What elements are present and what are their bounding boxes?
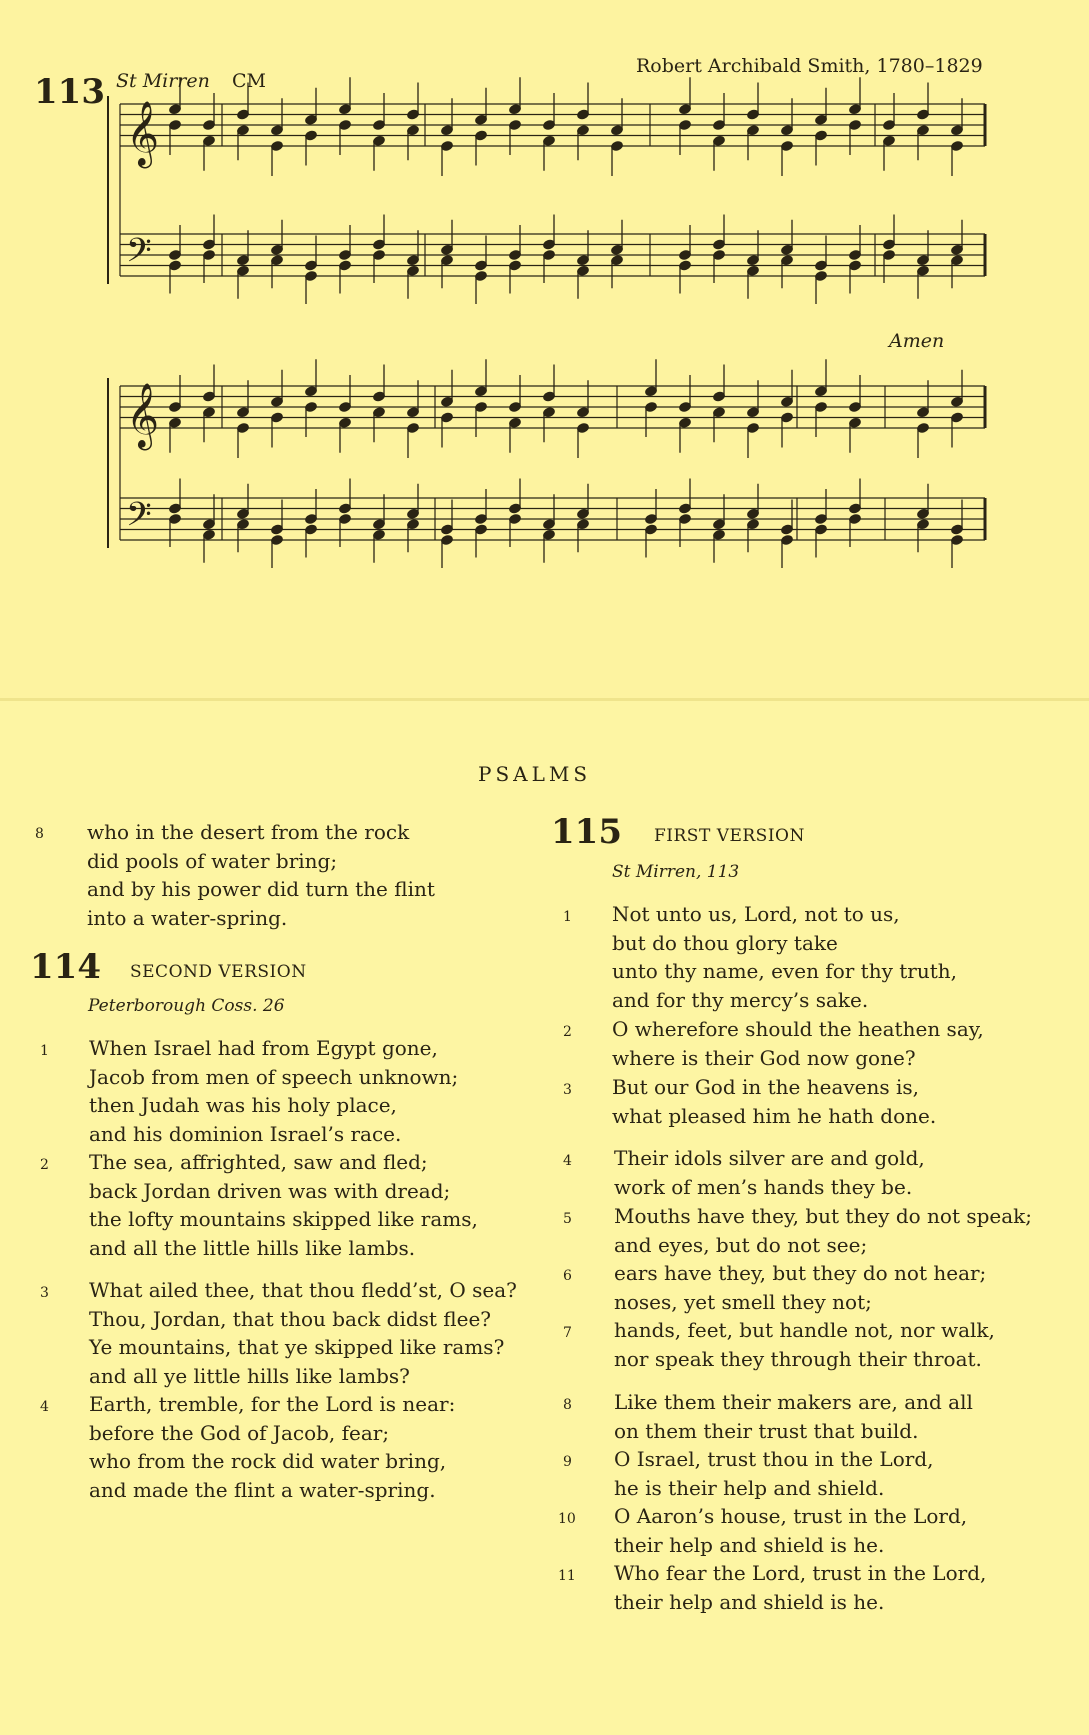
verse-5 <box>614 1202 1032 1259</box>
verse-number: 2 <box>40 1157 49 1173</box>
tune-reference: St Mirren, 113 <box>612 862 740 882</box>
hymn-number-113: 113 <box>34 72 105 112</box>
verse-line: O Aaron’s house, trust in the Lord, <box>614 1504 968 1528</box>
verse-line: work of men’s hands they be. <box>614 1174 913 1199</box>
verse-line: Who fear the Lord, trust in the Lord, <box>614 1561 987 1585</box>
continued-verse <box>87 818 435 932</box>
verse-11 <box>614 1559 986 1616</box>
treble-clef-icon: 𝄞 <box>126 101 160 166</box>
verse-1 <box>612 900 957 1014</box>
verse-number: 2 <box>563 1024 572 1040</box>
verse-number: 11 <box>558 1568 576 1584</box>
verse-number: 10 <box>558 1511 576 1527</box>
verse-line: nor speak they through their throat. <box>614 1346 982 1371</box>
verse-line: into a water-spring. <box>87 905 288 930</box>
verse-line: who from the rock did water bring, <box>89 1449 447 1474</box>
verse-line: where is their God now gone? <box>612 1045 916 1070</box>
tune-reference: Peterborough Coss. 26 <box>88 996 285 1016</box>
version-label: FIRST VERSION <box>654 826 805 846</box>
verse-line: then Judah was his holy place, <box>89 1093 397 1118</box>
verse-line: and all the little hills like lambs. <box>89 1235 416 1260</box>
verse-number: 3 <box>40 1285 49 1301</box>
verse-line: Not unto us, Lord, not to us, <box>612 902 900 926</box>
music-score <box>0 0 1089 700</box>
meter: CM <box>232 70 266 92</box>
verse-4 <box>614 1144 925 1201</box>
bass-clef-icon: 𝄢 <box>126 496 152 542</box>
verse-number: 9 <box>563 1454 572 1470</box>
verse-line: who in the desert from the rock <box>87 820 410 844</box>
verse-4 <box>89 1390 455 1504</box>
verse-line: Jacob from men of speech unknown; <box>89 1064 459 1089</box>
verse-number: 1 <box>563 909 572 925</box>
verse-line: what pleased him he hath done. <box>612 1103 937 1128</box>
verse-line: and all ye little hills like lambs? <box>89 1363 410 1388</box>
verse-line: Earth, tremble, for the Lord is near: <box>89 1392 456 1416</box>
verse-line: O wherefore should the heathen say, <box>612 1017 984 1041</box>
verse-number: 7 <box>563 1325 572 1341</box>
verse-number: 3 <box>563 1082 572 1098</box>
verse-2 <box>89 1148 478 1262</box>
verse-line: What ailed thee, that thou fledd’st, O sea? <box>89 1278 517 1302</box>
verse-7 <box>614 1316 995 1373</box>
verse-number: 6 <box>563 1268 572 1284</box>
hymn-number-114: 114 <box>30 947 101 987</box>
verse-3 <box>89 1276 517 1390</box>
verse-line: on them their trust that build. <box>614 1418 919 1443</box>
verse-line: hands, feet, but handle not, nor walk, <box>614 1318 995 1342</box>
verse-line: did pools of water bring; <box>87 848 338 873</box>
hymn-number-115: 115 <box>551 812 622 852</box>
verse-9 <box>614 1445 933 1502</box>
verse-2 <box>612 1015 984 1072</box>
verse-line: their help and shield is he. <box>614 1589 885 1614</box>
verse-line: Thou, Jordan, that thou back didst flee? <box>89 1306 492 1331</box>
verse-line: and by his power did turn the flint <box>87 877 435 902</box>
verse-3 <box>612 1073 936 1130</box>
verse-line: and for thy mercy’s sake. <box>612 987 869 1012</box>
verse-line: and made the flint a water-spring. <box>89 1477 436 1502</box>
verse-line: their help and shield is he. <box>614 1532 885 1557</box>
verse-line: Mouths have they, but they do not speak; <box>614 1204 1033 1228</box>
bass-clef-icon: 𝄢 <box>126 232 152 278</box>
version-label: SECOND VERSION <box>130 962 307 982</box>
composer-credit: Robert Archibald Smith, 1780–1829 <box>636 55 983 77</box>
verse-line: and eyes, but do not see; <box>614 1232 868 1257</box>
verse-line: Like them their makers are, and all <box>614 1390 973 1414</box>
treble-clef-icon: 𝄞 <box>126 383 160 448</box>
verse-number: 8 <box>35 826 44 842</box>
verse-6 <box>614 1259 986 1316</box>
verse-number: 8 <box>563 1397 572 1413</box>
verse-line: and his dominion Israel’s race. <box>89 1121 402 1146</box>
tune-name: St Mirren <box>116 70 210 92</box>
verse-line: The sea, affrighted, saw and fled; <box>89 1150 428 1174</box>
verse-line: When Israel had from Egypt gone, <box>89 1036 438 1060</box>
verse-line: but do thou glory take <box>612 930 838 955</box>
verse-number: 5 <box>563 1211 572 1227</box>
verse-number: 1 <box>40 1043 49 1059</box>
verse-line: before the God of Jacob, fear; <box>89 1420 390 1445</box>
verse-line: But our God in the heavens is, <box>612 1075 920 1099</box>
verse-line: ears have they, but they do not hear; <box>614 1261 987 1285</box>
verse-line: O Israel, trust thou in the Lord, <box>614 1447 934 1471</box>
verse-line: back Jordan driven was with dread; <box>89 1178 451 1203</box>
verse-line: Their idols silver are and gold, <box>614 1146 925 1170</box>
verse-number: 4 <box>40 1399 49 1415</box>
verse-line: he is their help and shield. <box>614 1475 885 1500</box>
verse-line: unto thy name, even for thy truth, <box>612 959 957 984</box>
verse-line: noses, yet smell they not; <box>614 1289 872 1314</box>
amen-label: Amen <box>889 330 945 352</box>
verse-line: the lofty mountains skipped like rams, <box>89 1207 478 1232</box>
verse-number: 4 <box>563 1153 572 1169</box>
section-heading: PSALMS <box>478 762 592 786</box>
verse-10 <box>614 1502 967 1559</box>
verse-8 <box>614 1388 973 1445</box>
verse-line: Ye mountains, that ye skipped like rams? <box>89 1335 505 1360</box>
verse-1 <box>89 1034 458 1148</box>
